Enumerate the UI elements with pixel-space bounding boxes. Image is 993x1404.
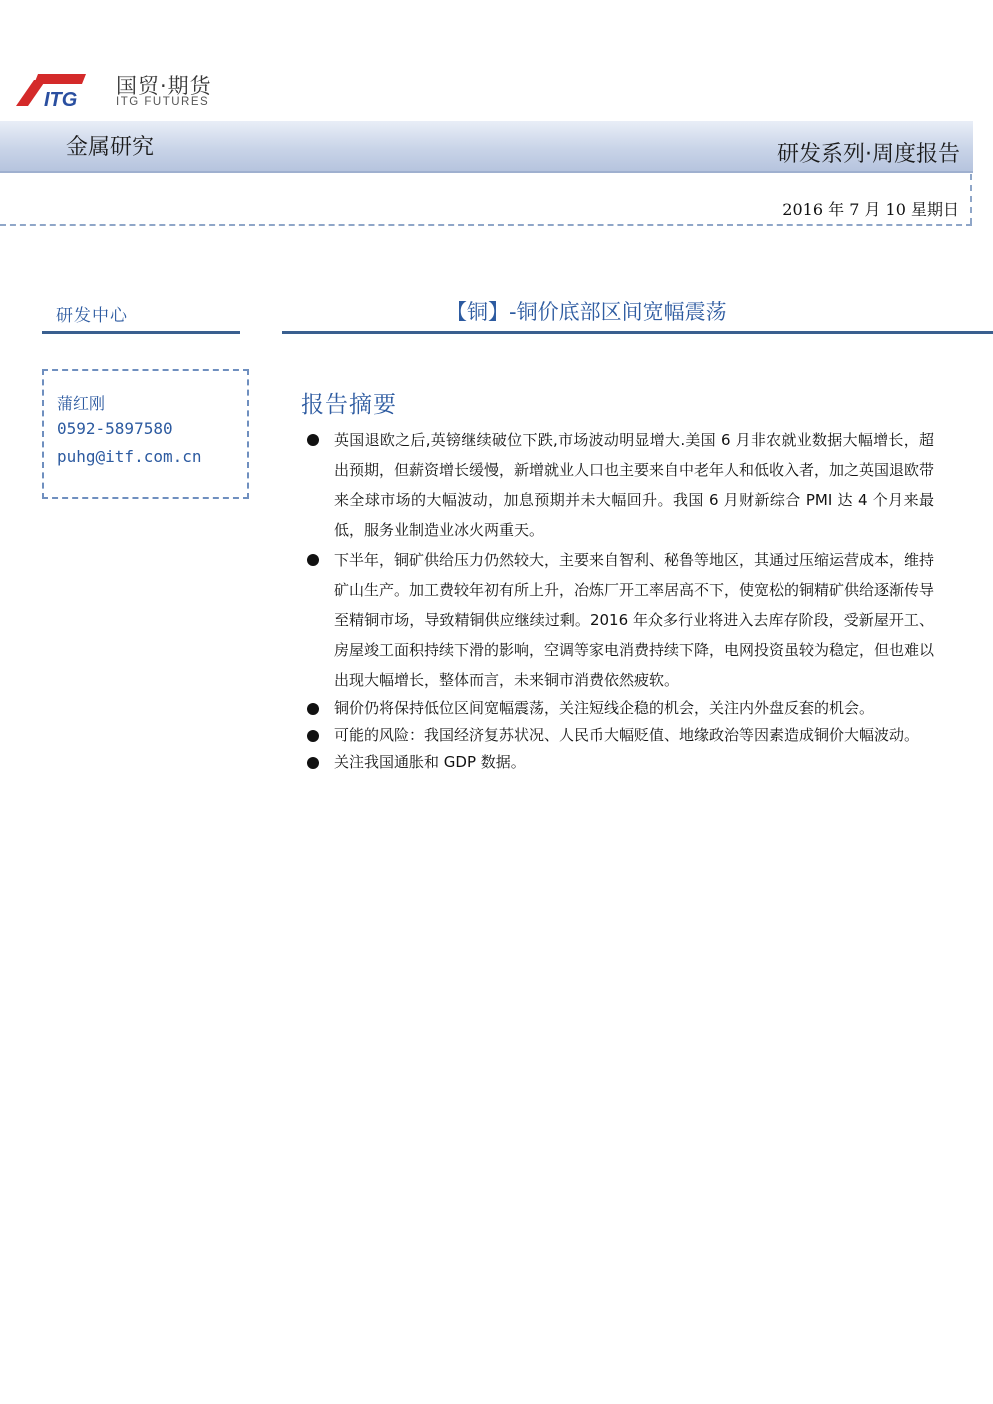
summary-bullet-text: 英国退欧之后,英镑继续破位下跌,市场波动明显增大.美国 6 月非农就业数据大幅增长，超出预期，但薪资增长缓慢，新增就业人口也主要来自中老年人和低收入者，加之英国退欧带来全球市场的大幅波动，加息预期并未大幅回升。我国 6 月财新综合 PMI 达 4 个月来最低，服务业制造业冰火两重天。	[334, 431, 935, 539]
report-title: 【铜】-铜价底部区间宽幅震荡	[446, 300, 727, 324]
bullet-dot-icon	[307, 703, 319, 715]
department-rule	[42, 331, 240, 334]
logo-name-en: ITG FUTURES	[116, 96, 210, 108]
itg-logo-mark-icon	[16, 70, 108, 110]
report-date: 2016 年 7 月 10 星期日	[782, 200, 959, 219]
summary-bullet	[306, 425, 934, 545]
svg-text:ITG: ITG	[44, 89, 78, 110]
analyst-name: 蒲红刚	[57, 394, 106, 413]
bullet-dot-icon	[307, 554, 319, 566]
company-logo	[16, 68, 216, 112]
summary-bullet-text: 可能的风险：我国经济复苏状况、人民币大幅贬值、地缘政治等因素造成铜价大幅波动。	[334, 726, 920, 744]
bullet-dot-icon	[307, 730, 319, 742]
department-label: 研发中心	[56, 306, 128, 326]
bullet-dot-icon	[307, 434, 319, 446]
summary-bullet-text: 下半年，铜矿供给压力仍然较大，主要来自智利、秘鲁等地区，其通过压缩运营成本，维持矿山生产。加工费较年初有所上升，冶炼厂开工率居高不下，使宽松的铜精矿供给逐渐传导至精铜市场，导致精铜供应继续过剩。2016 年众多行业将进入去库存阶段，受新屋开工、房屋竣工面积持续下滑的影响，空调等家电消费持续下降，电网投资虽较为稳定，但也难以出现大幅增长，整体而言，未来铜市消费依然疲软。	[334, 551, 935, 689]
summary-bullet-list	[306, 425, 934, 776]
summary-bullet	[306, 545, 934, 695]
summary-heading: 报告摘要	[301, 392, 397, 418]
logo-name-cn: 国贸·期货	[116, 74, 212, 98]
header-dashed-divider-vertical	[970, 174, 972, 224]
summary-bullet-text: 关注我国通胀和 GDP 数据。	[334, 753, 526, 771]
header-category: 金属研究	[66, 135, 155, 160]
header-dashed-divider-horizontal	[0, 224, 972, 226]
summary-bullet	[306, 722, 934, 749]
summary-bullet-text: 铜价仍将保持低位区间宽幅震荡，关注短线企稳的机会，关注内外盘反套的机会。	[334, 699, 875, 717]
analyst-contact-box	[42, 369, 249, 499]
bullet-dot-icon	[307, 757, 319, 769]
header-series: 研发系列·周度报告	[777, 142, 960, 167]
summary-bullet	[306, 695, 934, 722]
analyst-phone: 0592-5897580	[57, 419, 173, 438]
title-rule	[282, 331, 993, 334]
summary-bullet	[306, 749, 934, 776]
analyst-email[interactable]: puhg@itf.com.cn	[57, 447, 202, 466]
